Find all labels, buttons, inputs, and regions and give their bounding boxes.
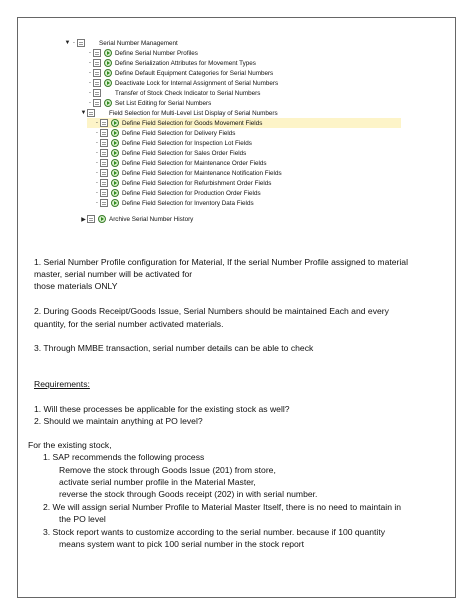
tree-subitem-label: Define Field Selection for Maintenance Order Fields [122, 159, 267, 167]
bullet-icon: · [95, 138, 99, 147]
tree-item-label: Set List Editing for Serial Numbers [115, 99, 212, 107]
bullet-icon: · [95, 198, 99, 207]
para-1-line-3: those materials ONLY [34, 281, 118, 291]
answer-1-line-2: Remove the stock through Goods Issue (201) from store, [59, 465, 276, 475]
document-icon [93, 69, 101, 77]
tree-item-label: Define Serialization Attributes for Movement Types [115, 59, 256, 67]
tree-item[interactable] [80, 214, 193, 224]
execute-icon[interactable] [104, 99, 112, 107]
document-icon [100, 139, 108, 147]
tree-subitem[interactable] [94, 148, 246, 158]
existing-stock-intro: For the existing stock, [28, 440, 112, 450]
document-icon [87, 109, 95, 117]
expand-toggle-icon[interactable]: ▼ [64, 40, 71, 46]
answer-2-line-1: 2. We will assign serial Number Profile to Material Master Itself, there is no need to maintain in [43, 502, 402, 512]
document-icon [100, 169, 108, 177]
document-icon [93, 59, 101, 67]
bullet-icon: · [88, 88, 92, 97]
requirements-heading: Requirements: [34, 379, 90, 389]
answer-1-line-3: activate serial number profile in the Material Master, [59, 477, 256, 487]
para-1-line-1: 1. Serial Number Profile configuration for Material, If the serial Number Profile assigned to material [34, 257, 408, 267]
document-icon [100, 159, 108, 167]
document-icon [93, 99, 101, 107]
tree-folder-label: Field Selection for Multi-Level List Display of Serial Numbers [109, 109, 278, 117]
execute-icon[interactable] [111, 149, 119, 157]
para-2-line-2: quantity, for the serial number activated materials. [34, 319, 224, 329]
document-icon [100, 119, 108, 127]
tree-subitem-label: Define Field Selection for Refurbishment Order Fields [122, 179, 272, 187]
tree-subitem[interactable] [94, 158, 267, 168]
tree-item-label: Define Default Equipment Categories for Serial Numbers [115, 69, 274, 77]
tree-subitem-label: Define Field Selection for Delivery Fields [122, 129, 236, 137]
execute-icon[interactable] [111, 199, 119, 207]
document-icon [100, 179, 108, 187]
bullet-icon: · [88, 98, 92, 107]
para-1-line-2: master, serial number will be activated for [34, 269, 193, 279]
para-2-line-1: 2. During Goods Receipt/Goods Issue, Serial Numbers should be maintained Each and every [34, 306, 389, 316]
document-icon [100, 189, 108, 197]
bullet-icon: · [95, 148, 99, 157]
tree-subitem[interactable] [94, 198, 254, 208]
bullet-icon: · [72, 38, 76, 47]
tree-item-label: Deactivate Lock for Internal Assignment of Serial Numbers [115, 79, 279, 87]
expand-toggle-icon[interactable]: ▼ [80, 110, 87, 116]
document-icon [100, 149, 108, 157]
execute-icon[interactable] [111, 169, 119, 177]
document-icon [93, 89, 101, 97]
collapse-toggle-icon[interactable]: ▶ [81, 216, 86, 223]
execute-icon[interactable] [104, 69, 112, 77]
tree-item[interactable] [87, 98, 211, 108]
tree-subitem-label: Define Field Selection for Sales Order Fields [122, 149, 247, 157]
answer-3-line-1: 3. Stock report wants to customize according to the serial number. because if 100 quantity [43, 527, 386, 537]
execute-icon[interactable] [104, 49, 112, 57]
tree-subitem-label: Define Field Selection for Production Order Fields [122, 189, 261, 197]
tree-subitem[interactable] [94, 128, 235, 138]
execute-icon[interactable] [111, 189, 119, 197]
tree-item-label: Define Serial Number Profiles [115, 49, 198, 57]
tree-subitem[interactable] [94, 178, 271, 188]
execute-icon[interactable] [104, 79, 112, 87]
tree-subitem-label: Define Field Selection for Inventory Data Fields [122, 199, 254, 207]
tree-subitem-selected[interactable] [87, 118, 401, 128]
answer-2-line-2: the PO level [59, 514, 106, 524]
tree-item-label: Archive Serial Number History [109, 215, 194, 223]
img-tree-screenshot [58, 37, 406, 227]
bullet-icon: · [88, 68, 92, 77]
bullet-icon: · [88, 48, 92, 57]
para-3: 3. Through MMBE transaction, serial number details can be able to check [34, 343, 314, 353]
answer-1-line-4: reverse the stock through Goods receipt (202) in with serial number. [59, 489, 318, 499]
tree-subitem-label: Define Field Selection for Goods Movement Fields [122, 119, 263, 127]
document-icon [93, 49, 101, 57]
tree-subitem[interactable] [94, 168, 282, 178]
tree-item-label: Transfer of Stock Check Indicator to Serial Numbers [115, 89, 261, 97]
tree-item[interactable] [87, 68, 273, 78]
bullet-icon: · [95, 158, 99, 167]
tree-subitem-label: Define Field Selection for Maintenance Notification Fields [122, 169, 282, 177]
document-icon [100, 199, 108, 207]
bullet-icon: · [95, 128, 99, 137]
bullet-icon: · [95, 118, 99, 127]
tree-item[interactable] [87, 88, 260, 98]
bullet-icon: · [95, 168, 99, 177]
execute-icon[interactable] [98, 215, 106, 223]
execute-icon[interactable] [104, 59, 112, 67]
tree-subitem[interactable] [94, 138, 252, 148]
tree-folder-row[interactable] [80, 108, 278, 118]
tree-subitem-label: Define Field Selection for Inspection Lot Fields [122, 139, 252, 147]
tree-subitem[interactable] [94, 188, 261, 198]
tree-root-label: Serial Number Management [99, 39, 178, 47]
tree-item[interactable] [87, 58, 256, 68]
execute-icon[interactable] [111, 129, 119, 137]
document-icon [93, 79, 101, 87]
execute-icon[interactable] [111, 119, 119, 127]
execute-icon[interactable] [111, 159, 119, 167]
question-2: 2. Should we maintain anything at PO level? [34, 416, 203, 426]
bullet-icon: · [88, 58, 92, 67]
document-icon [77, 39, 85, 47]
bullet-icon: · [88, 78, 92, 87]
tree-item[interactable] [87, 78, 278, 88]
question-1: 1. Will these processes be applicable for the existing stock as well? [34, 404, 290, 414]
answer-3-line-2: means system want to pick 100 serial number in the stock report [59, 539, 305, 549]
tree-item[interactable] [87, 48, 198, 58]
bullet-icon: · [95, 188, 99, 197]
execute-icon[interactable] [111, 179, 119, 187]
document-icon [87, 215, 95, 223]
bullet-icon: · [95, 178, 99, 187]
tree-root-row[interactable] [64, 38, 178, 48]
execute-icon[interactable] [111, 139, 119, 147]
answer-1-line-1: 1. SAP recommends the following process [43, 452, 205, 462]
document-icon [100, 129, 108, 137]
